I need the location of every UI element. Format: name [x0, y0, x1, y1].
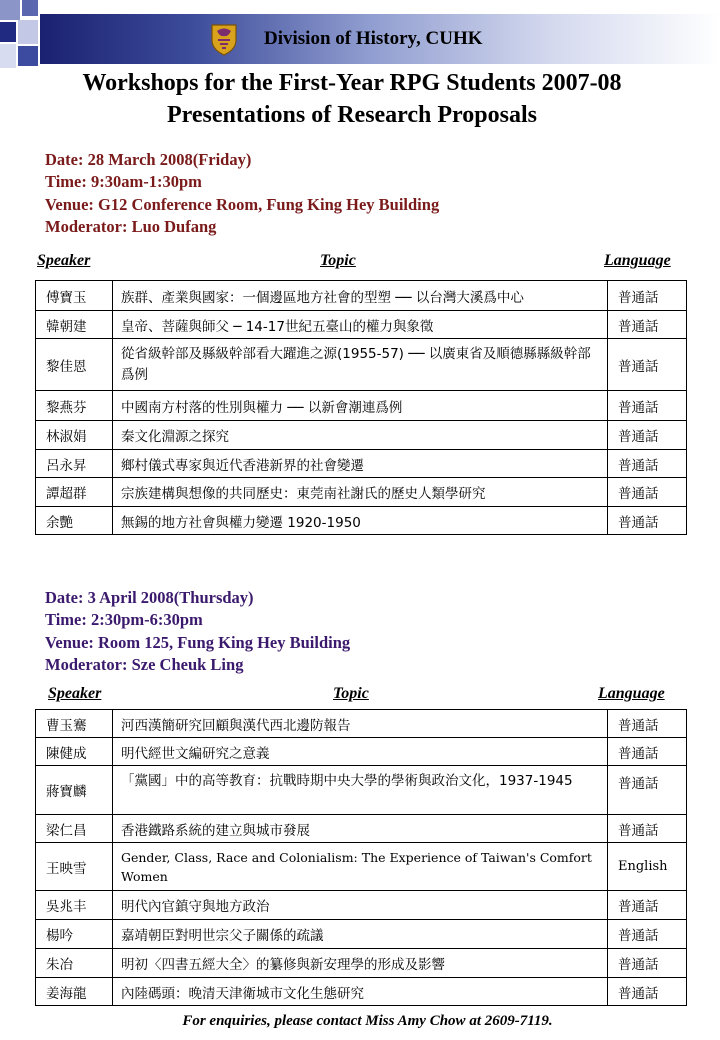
speaker-cell: 傅寶玉: [36, 281, 113, 311]
speaker-cell: 韓朝建: [36, 311, 113, 339]
topic-cell: 內陸碼頭：晚清天津衛城市文化生態研究: [113, 978, 608, 1006]
table-row: [36, 710, 687, 738]
table-row: [36, 978, 687, 1006]
topic-cell: 嘉靖朝臣對明世宗父子關係的疏議: [113, 920, 608, 949]
speaker-cell: 呂永昇: [36, 450, 113, 478]
language-cell: 普通話: [608, 920, 687, 949]
page-title-line2: Presentations of Research Proposals: [167, 102, 537, 128]
decor-square: [0, 44, 16, 68]
session1-date: Date: 28 March 2008(Friday): [45, 150, 252, 169]
language-cell: 普通話: [608, 450, 687, 478]
language-cell: 普通話: [608, 281, 687, 311]
speaker-cell: 黎燕芬: [36, 391, 113, 421]
language-cell: 普通話: [608, 710, 687, 738]
topic-cell: 秦文化淵源之探究: [113, 421, 608, 450]
table-row: [36, 339, 687, 391]
speaker-cell: 林淑娟: [36, 421, 113, 450]
footer-contact: For enquiries, please contact Miss Amy Chow at 2609-7119.: [182, 1013, 553, 1029]
language-cell: 普通話: [608, 311, 687, 339]
topic-cell: 「黨國」中的高等教育：抗戰時期中央大學的學術與政治文化，1937-1945: [113, 766, 608, 815]
table-row: [36, 311, 687, 339]
session1-moderator: Moderator: Luo Dufang: [45, 216, 217, 236]
university-crest-icon: [208, 22, 240, 56]
session2-table: [35, 709, 687, 1006]
session1-time: Time: 9:30am-1:30pm: [45, 172, 202, 192]
column-header-topic: Topic: [333, 685, 369, 702]
decor-square: [18, 46, 38, 66]
session2-moderator: Moderator: Sze Cheuk Ling: [45, 654, 244, 674]
language-cell: 普通話: [608, 815, 687, 843]
language-cell: 普通話: [608, 507, 687, 535]
column-header-speaker: Speaker: [48, 685, 102, 702]
language-cell: 普通話: [608, 421, 687, 450]
table-row: [36, 391, 687, 421]
language-cell: 普通話: [608, 949, 687, 978]
column-header-topic: Topic: [320, 252, 356, 269]
table-row: [36, 281, 687, 311]
speaker-cell: 朱冶: [36, 949, 113, 978]
language-cell: English: [608, 843, 687, 891]
topic-cell: 無錫的地方社會與權力變遷 1920-1950: [113, 507, 608, 535]
session2-time: Time: 2:30pm-6:30pm: [45, 610, 203, 630]
speaker-cell: 曹玉騫: [36, 710, 113, 738]
session2-info: [45, 587, 350, 676]
topic-cell: Gender, Class, Race and Colonialism: The Experience of Taiwan's Comfort Women: [113, 843, 608, 891]
speaker-cell: 梁仁昌: [36, 815, 113, 843]
speaker-cell: 陳健成: [36, 738, 113, 766]
speaker-cell: 吳兆丰: [36, 891, 113, 920]
decor-square: [22, 0, 38, 16]
speaker-cell: 黎佳恩: [36, 339, 113, 391]
speaker-cell: 譚超群: [36, 478, 113, 507]
topic-cell: 皇帝、菩薩與師父 ─ 14-17世紀五臺山的權力與象徵: [113, 311, 608, 339]
table-row: [36, 920, 687, 949]
decor-square: [0, 0, 20, 20]
topic-cell: 明代經世文編研究之意義: [113, 738, 608, 766]
topic-cell: 河西漢簡研究回顧與漢代西北邊防報告: [113, 710, 608, 738]
language-cell: 普通話: [608, 391, 687, 421]
speaker-cell: 蔣寶麟: [36, 766, 113, 815]
session1-table: [35, 280, 687, 535]
table-row: [36, 738, 687, 766]
session2-date: Date: 3 April 2008(Thursday): [45, 588, 254, 607]
table-row: [36, 507, 687, 535]
topic-cell: 族群、產業與國家：一個邊區地方社會的型塑 ── 以台灣大溪爲中心: [113, 281, 608, 311]
topic-cell: 明代內官鎮守與地方政治: [113, 891, 608, 920]
table-row: [36, 450, 687, 478]
language-cell: 普通話: [608, 339, 687, 391]
speaker-cell: 楊吟: [36, 920, 113, 949]
language-cell: 普通話: [608, 738, 687, 766]
table-row: [36, 421, 687, 450]
topic-cell: 明初〈四書五經大全〉的纂修與新安理學的形成及影響: [113, 949, 608, 978]
table-row: [36, 478, 687, 507]
language-cell: 普通話: [608, 478, 687, 507]
column-header-language: Language: [604, 252, 671, 269]
topic-cell: 宗族建構與想像的共同歷史：東莞南社謝氏的歷史人類學研究: [113, 478, 608, 507]
decor-square: [18, 20, 38, 44]
column-header-language: Language: [598, 685, 665, 702]
language-cell: 普通話: [608, 766, 687, 815]
topic-cell: 鄉村儀式專家與近代香港新界的社會變遷: [113, 450, 608, 478]
speaker-cell: 姜海龍: [36, 978, 113, 1006]
division-name: Division of History, CUHK: [264, 28, 483, 49]
column-header-speaker: Speaker: [37, 252, 91, 269]
table-row: [36, 949, 687, 978]
page-title-line1: Workshops for the First-Year RPG Students 2007-08: [82, 70, 622, 96]
language-cell: 普通話: [608, 978, 687, 1006]
table-row: [36, 843, 687, 891]
topic-cell: 中國南方村落的性別與權力 ── 以新會潮連爲例: [113, 391, 608, 421]
table-row: [36, 766, 687, 815]
session1-info: [45, 149, 439, 238]
speaker-cell: 余艷: [36, 507, 113, 535]
speaker-cell: 王映雪: [36, 843, 113, 891]
table-row: [36, 891, 687, 920]
topic-cell: 從省級幹部及縣級幹部看大躍進之源(1955-57) ── 以廣東省及順德縣縣級幹部爲例: [113, 339, 608, 391]
table-row: [36, 815, 687, 843]
topic-cell: 香港鐵路系統的建立與城市發展: [113, 815, 608, 843]
session1-venue: Venue: G12 Conference Room, Fung King Hey Building: [45, 194, 440, 214]
language-cell: 普通話: [608, 891, 687, 920]
decor-square: [0, 22, 16, 42]
session2-venue: Venue: Room 125, Fung King Hey Building: [45, 632, 351, 652]
